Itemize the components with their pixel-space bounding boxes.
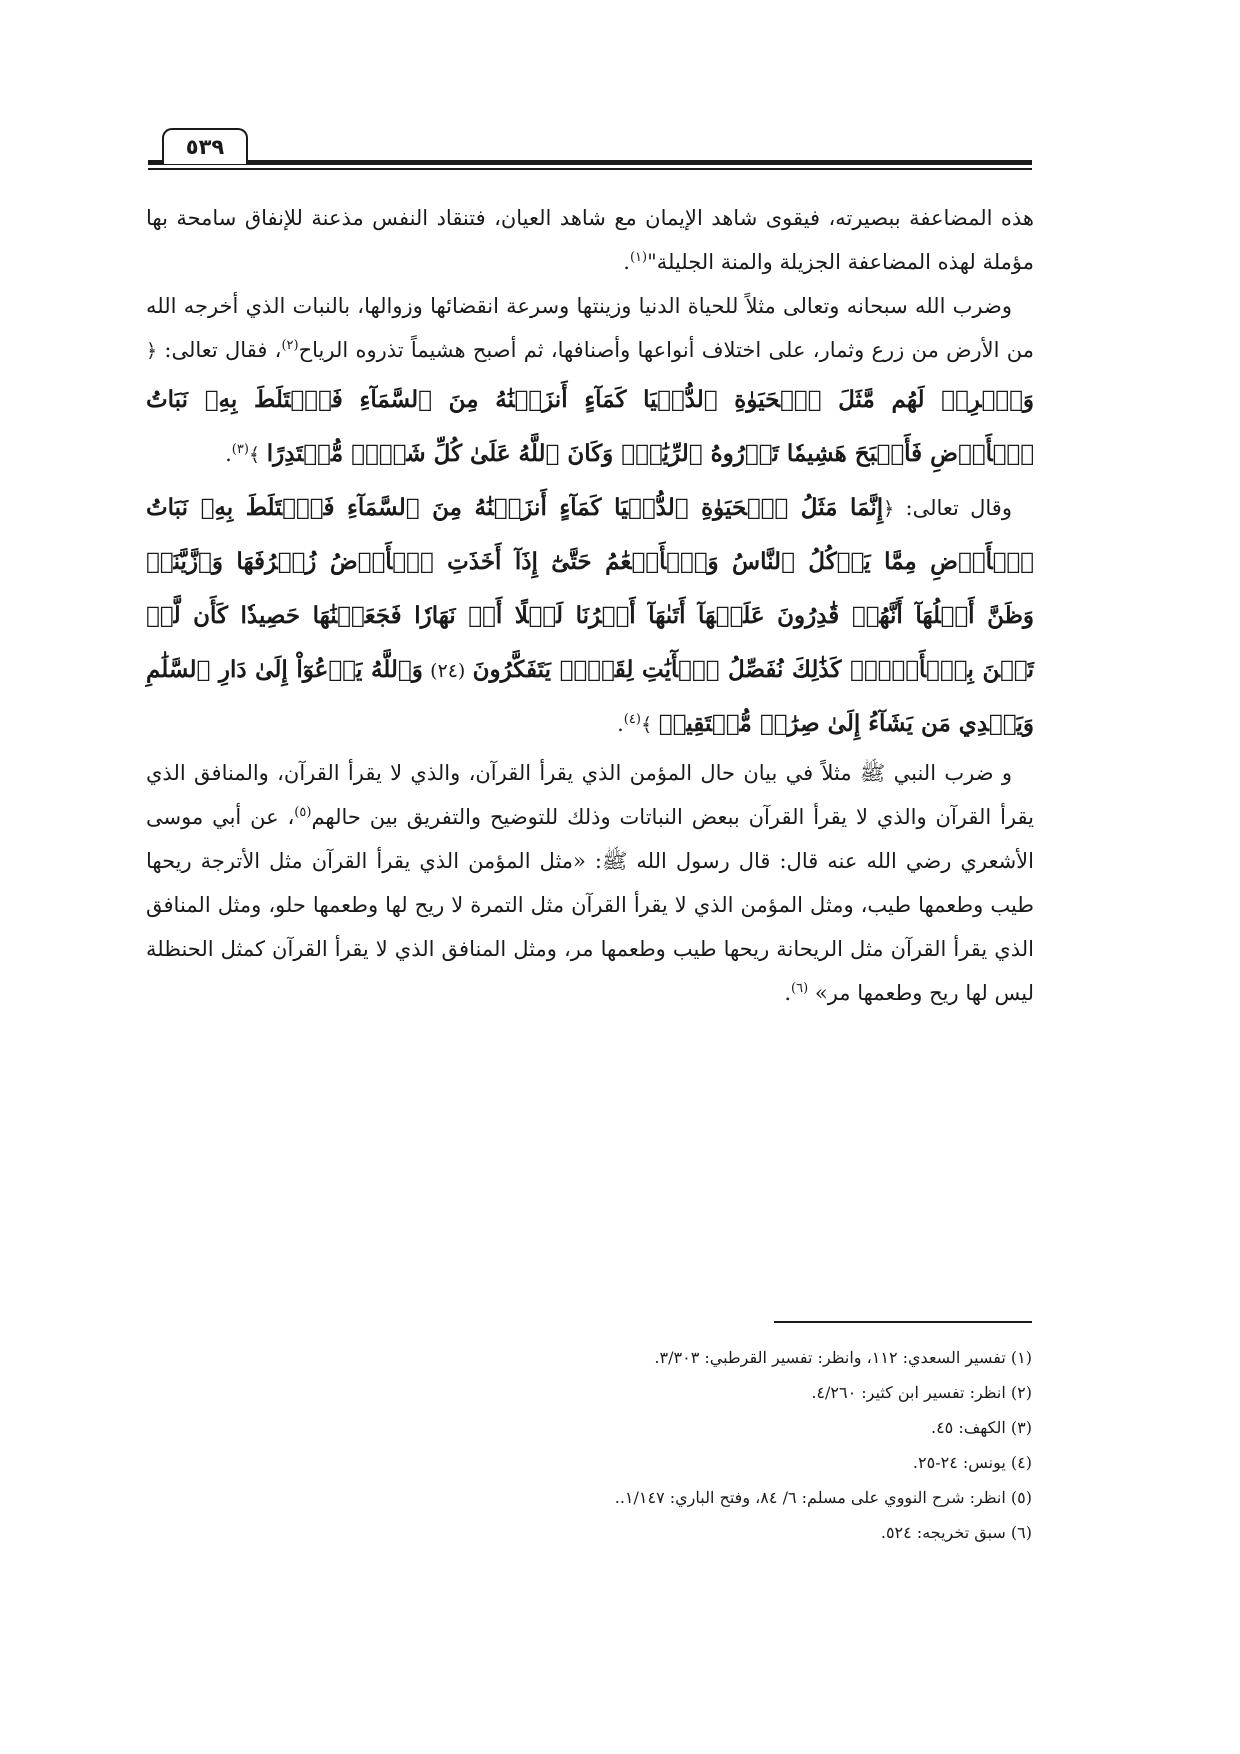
verse-close-bracket: ﴾ — [248, 444, 261, 466]
header-rule-thick — [148, 160, 1032, 165]
footnote-ref-1[interactable]: (١) — [629, 250, 648, 265]
footnotes — [146, 1340, 1032, 1550]
paragraph-3 — [146, 481, 1034, 751]
paragraph-4 — [146, 751, 1034, 1015]
verse-open-bracket: ﴿ — [146, 340, 158, 362]
footnote-2: (٢) انظر: تفسير ابن كثير: ٤/٢٦٠. — [811, 1383, 1032, 1402]
footnote-ref-6[interactable]: (٦) — [791, 981, 809, 996]
page-number: ٥٣٩ — [162, 128, 248, 164]
footnote-6: (٦) سبق تخريجه: ٥٢٤. — [880, 1523, 1032, 1542]
footnote-1: (١) تفسير السعدي: ١١٢، وانظر: تفسير القرطبي: ٣/٣٠٣. — [654, 1348, 1032, 1367]
paragraph-4-end: . — [784, 981, 792, 1005]
paragraph-3-intro: وقال تعالى: — [905, 496, 1012, 520]
footnote-ref-3[interactable]: (٣) — [231, 442, 249, 457]
footnote-ref-5[interactable]: (٥) — [294, 805, 312, 820]
paragraph-2-text: وضرب الله سبحانه وتعالى مثلاً للحياة الدنيا وزينتها وسرعة انقضائها وزوالها، بالنبات الذي أخرجه الله من الأرض من زرع وثمار، على اختلاف أنواعها وأصنافها، ثم أصبح هشيماً تذروه الرياح — [146, 294, 1034, 362]
footnote-4: (٤) يونس: ٢٤-٢٥. — [912, 1453, 1032, 1472]
footnote-separator — [774, 1321, 1032, 1323]
verse-open-bracket: ﴿ — [883, 498, 895, 520]
paragraph-1 — [146, 196, 1034, 284]
paragraph-2 — [146, 284, 1034, 481]
quran-verse-yunus-25: وَٱللَّهُ يَدۡعُوٓاْ إِلَىٰ دَارِ ٱلسَّلَٰمِ وَيَهۡدِي مَن يَشَآءُ إِلَىٰ صِرَٰطٖ مُّسۡتَقِيمٖ — [146, 656, 1034, 737]
footnote-ref-4[interactable]: (٤) — [623, 712, 641, 727]
paragraph-1-text: هذه المضاعفة ببصيرته، فيقوى شاهد الإيمان مع شاهد العيان، فتنقاد النفس مذعنة للإنفاق سامحة بها مؤملة لهذه المضاعفة الجزيلة والمنة الجليلة" — [146, 206, 1034, 274]
header-rule-thin — [148, 168, 1032, 170]
footnote-3: (٣) الكهف: ٤٥. — [930, 1418, 1032, 1437]
ayah-number-24: (٢٤) — [430, 660, 466, 682]
footnote-5: (٥) انظر: شرح النووي على مسلم: ٦/ ٨٤، وفتح الباري: ١/١٤٧.. — [614, 1488, 1032, 1507]
verse-close-bracket: ﴾ — [640, 714, 653, 736]
footnote-ref-2[interactable]: (٢) — [281, 338, 299, 353]
page-header — [148, 128, 1032, 172]
paragraph-2-intro: ، فقال تعالى: — [164, 338, 282, 362]
paragraph-3-end: . — [617, 712, 624, 736]
paragraph-4-text: و ضرب النبي ﷺ مثلاً في بيان حال المؤمن الذي يقرأ القرآن، والذي لا يقرأ القرآن، والمنافق الذي يقرأ القرآن والذي لا يقرأ القرآن ببعض النباتات وذلك للتوضيح والتفريق بين حالهم — [146, 761, 1034, 829]
quran-verse-yunus-24: إِنَّمَا مَثَلُ ٱلۡحَيَوٰةِ ٱلدُّنۡيَا كَمَآءٍ أَنزَلۡنَٰهُ مِنَ ٱلسَّمَآءِ فَٱخۡتَلَطَ بِهِۦ نَبَاتُ ٱلۡأَرۡضِ مِمَّا يَأۡكُلُ ٱلنَّاسُ وَٱلۡأَنۡعَٰمُ حَتَّىٰٓ إِذَآ أَخَذَتِ ٱلۡأَرۡضُ زُخۡرُفَهَا وَٱزَّيَّنَتۡ وَظَنَّ أَهۡلُهَآ أَنَّهُمۡ قَٰدِرُونَ عَلَيۡهَآ أَتَىٰهَآ أَمۡرُنَا لَيۡلًا أَوۡ نَهَارٗا فَجَعَلۡنَٰهَا حَصِيدٗا كَأَن لَّمۡ تَغۡنَ بِٱلۡأَمۡسِۚ كَذَٰلِكَ نُفَصِّلُ ٱلۡأٓيَٰتِ لِقَوۡمٖ يَتَفَكَّرُونَ — [146, 494, 1034, 683]
paragraph-4-hadith: ، عن أبي موسى الأشعري رضي الله عنه قال: قال رسول الله ﷺ: «مثل المؤمن الذي يقرأ القرآن مثل الأترجة ريحها طيب وطعمها طيب، ومثل المؤمن الذي لا يقرأ القرآن مثل التمرة لا ريح لها وطعمها حلو، ومثل المنافق الذي يقرأ القرآن مثل الريحانة ريحها طيب وطعمها مر، ومثل المنافق الذي لا يقرأ القرآن كمثل الحنظلة ليس لها ريح وطعمها مر» — [146, 805, 1034, 1005]
paragraph-2-end: . — [225, 442, 232, 466]
main-text — [146, 196, 1034, 1015]
paragraph-1-end: . — [623, 250, 630, 274]
quran-verse-al-kahf: وَٱضۡرِبۡ لَهُم مَّثَلَ ٱلۡحَيَوٰةِ ٱلدُّنۡيَا كَمَآءٍ أَنزَلۡنَٰهُ مِنَ ٱلسَّمَآءِ فَٱخۡتَلَطَ بِهِۦ نَبَاتُ ٱلۡأَرۡضِ فَأَصۡبَحَ هَشِيمٗا تَذۡرُوهُ ٱلرِّيَٰحُۗ وَكَانَ ٱللَّهُ عَلَىٰ كُلِّ شَيۡءٖ مُّقۡتَدِرًا — [146, 386, 1034, 467]
